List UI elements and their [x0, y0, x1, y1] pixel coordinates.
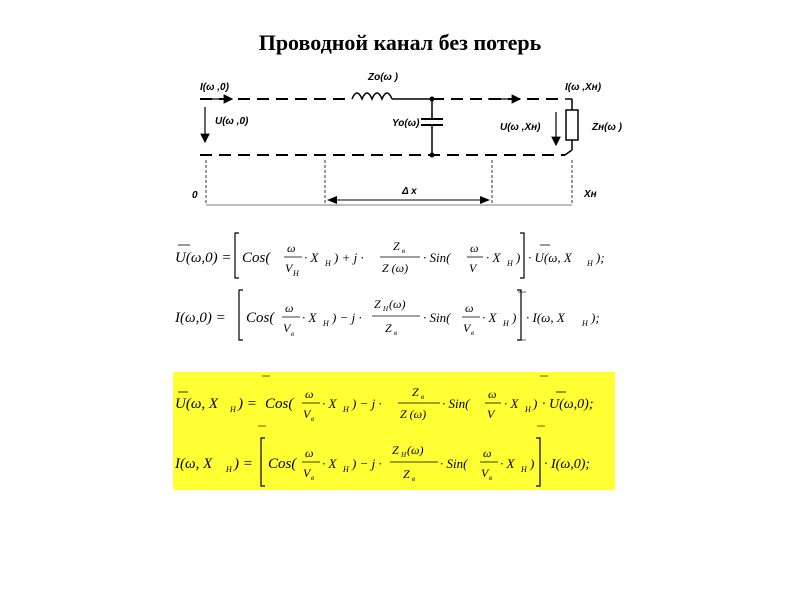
svg-text:V: V: [303, 407, 311, 421]
svg-text:в: в: [421, 393, 425, 401]
svg-text:· I(ω, X: · I(ω, X: [526, 310, 565, 325]
svg-text:· U(ω, X: · U(ω, X: [528, 250, 572, 265]
svg-text:ω: ω: [287, 241, 296, 255]
svg-text:Cos(: Cos(: [268, 456, 297, 472]
svg-text:· X: · X: [304, 250, 319, 265]
svg-text:H: H: [343, 465, 349, 474]
svg-text:H: H: [323, 319, 329, 328]
svg-text:H: H: [503, 319, 509, 328]
svg-text:V: V: [285, 261, 293, 275]
page-title: Проводной канал без потерь: [258, 30, 542, 55]
svg-text:) + j ·: ) + j ·: [334, 250, 364, 265]
svg-text:H: H: [325, 259, 331, 268]
svg-text:· U(ω,0);: · U(ω,0);: [542, 397, 594, 412]
svg-text:Z: Z: [393, 239, 400, 253]
load-resistor-symbol: [566, 110, 578, 140]
svg-text:Cos(: Cos(: [246, 310, 275, 326]
svg-text:в: в: [489, 474, 493, 482]
svg-text:Z: Z: [412, 385, 419, 399]
svg-text:Z: Z: [392, 443, 399, 457]
equation-lower-2: [174, 426, 590, 486]
svg-text:в: в: [291, 330, 295, 338]
svg-text:V: V: [487, 407, 495, 421]
origin-label: 0: [192, 190, 198, 201]
svg-text:V: V: [463, 321, 471, 335]
equation-upper-1: [175, 233, 605, 278]
svg-text:Z: Z: [403, 467, 410, 481]
svg-text:I(ω,0) =: I(ω,0) =: [175, 310, 226, 326]
svg-text:U(ω, X: U(ω, X: [175, 396, 219, 412]
svg-text:· X: · X: [504, 396, 519, 411]
svg-text:) − j ·: ) − j ·: [352, 396, 382, 411]
svg-text:H: H: [293, 269, 299, 278]
svg-text:в: в: [394, 329, 398, 337]
length-label: Xн: [584, 189, 597, 200]
svg-text:в: в: [412, 475, 416, 483]
svg-text:): ): [516, 250, 521, 265]
svg-text:Z (ω): Z (ω): [382, 261, 409, 275]
svg-text:H: H: [582, 319, 588, 328]
series-impedance-label: Zo(ω ): [368, 72, 398, 83]
svg-text:· X: · X: [302, 310, 317, 325]
svg-text:): ): [533, 396, 538, 411]
input-current-label: I(ω ,0): [200, 82, 229, 93]
svg-text:Z: Z: [385, 321, 392, 335]
svg-text:· I(ω,0);: · I(ω,0);: [544, 457, 591, 472]
svg-text:Cos(: Cos(: [242, 250, 271, 266]
svg-text:) − j ·: ) − j ·: [352, 456, 382, 471]
svg-text:U(ω,0) =: U(ω,0) =: [175, 250, 232, 266]
svg-text:· X: · X: [322, 456, 337, 471]
svg-text:);: );: [591, 310, 600, 325]
svg-text:в: в: [402, 247, 406, 255]
equation-upper-2: [174, 290, 600, 340]
svg-text:· Sin(: · Sin(: [423, 250, 451, 265]
svg-text:Z: Z: [374, 297, 381, 311]
svg-text:· X: · X: [482, 310, 497, 325]
svg-text:H: H: [525, 405, 531, 414]
svg-text:(ω): (ω): [407, 443, 424, 457]
svg-text:ω: ω: [465, 301, 474, 315]
highlighted-equations: [174, 376, 593, 486]
svg-text:ω: ω: [285, 301, 294, 315]
svg-text:): ): [530, 456, 535, 471]
svg-text:) =: ) =: [234, 456, 253, 472]
svg-text:Cos(: Cos(: [265, 396, 294, 412]
svg-text:в: в: [311, 415, 315, 423]
svg-text:· X: · X: [500, 456, 515, 471]
svg-text:V: V: [283, 321, 291, 335]
circuit-diagram: [192, 72, 623, 205]
svg-text:Z (ω): Z (ω): [400, 407, 427, 421]
svg-text:H: H: [383, 305, 389, 313]
shunt-admittance-label: Yo(ω): [392, 118, 420, 129]
svg-text:) =: ) =: [238, 396, 257, 412]
svg-text:· Sin(: · Sin(: [423, 310, 451, 325]
svg-text:H: H: [226, 465, 232, 474]
svg-text:ω: ω: [488, 387, 497, 401]
svg-text:ω: ω: [483, 446, 492, 460]
svg-text:V: V: [481, 466, 489, 480]
svg-text:· X: · X: [486, 250, 501, 265]
svg-text:H: H: [230, 405, 236, 414]
svg-text:I(ω, X: I(ω, X: [175, 456, 213, 472]
svg-text:) − j ·: ) − j ·: [332, 310, 362, 325]
svg-text:(ω): (ω): [389, 297, 406, 311]
svg-text:H: H: [507, 259, 513, 268]
svg-text:· X: · X: [322, 396, 337, 411]
svg-text:· Sin(: · Sin(: [442, 396, 470, 411]
svg-text:);: );: [596, 250, 605, 265]
load-impedance-label: Zн(ω ): [592, 122, 622, 133]
svg-text:H: H: [401, 451, 407, 459]
svg-text:ω: ω: [305, 446, 314, 460]
output-current-label: I(ω ,Xн): [565, 82, 602, 93]
svg-text:V: V: [303, 466, 311, 480]
inductor-symbol: [352, 93, 392, 99]
svg-text:· Sin(: · Sin(: [440, 456, 468, 471]
svg-text:ω: ω: [305, 387, 314, 401]
svg-text:H: H: [521, 465, 527, 474]
svg-text:в: в: [311, 474, 315, 482]
upper-equations: [174, 233, 605, 340]
output-voltage-label: U(ω ,Xн): [500, 122, 541, 133]
svg-text:в: в: [471, 329, 475, 337]
svg-text:H: H: [587, 259, 593, 268]
delta-x-label: Δ x: [402, 186, 417, 197]
input-voltage-label: U(ω ,0): [215, 116, 249, 127]
svg-text:H: H: [343, 405, 349, 414]
svg-text:): ): [512, 310, 517, 325]
svg-text:ω: ω: [470, 241, 479, 255]
svg-text:V: V: [469, 261, 477, 275]
equation-lower-1: [175, 376, 593, 423]
